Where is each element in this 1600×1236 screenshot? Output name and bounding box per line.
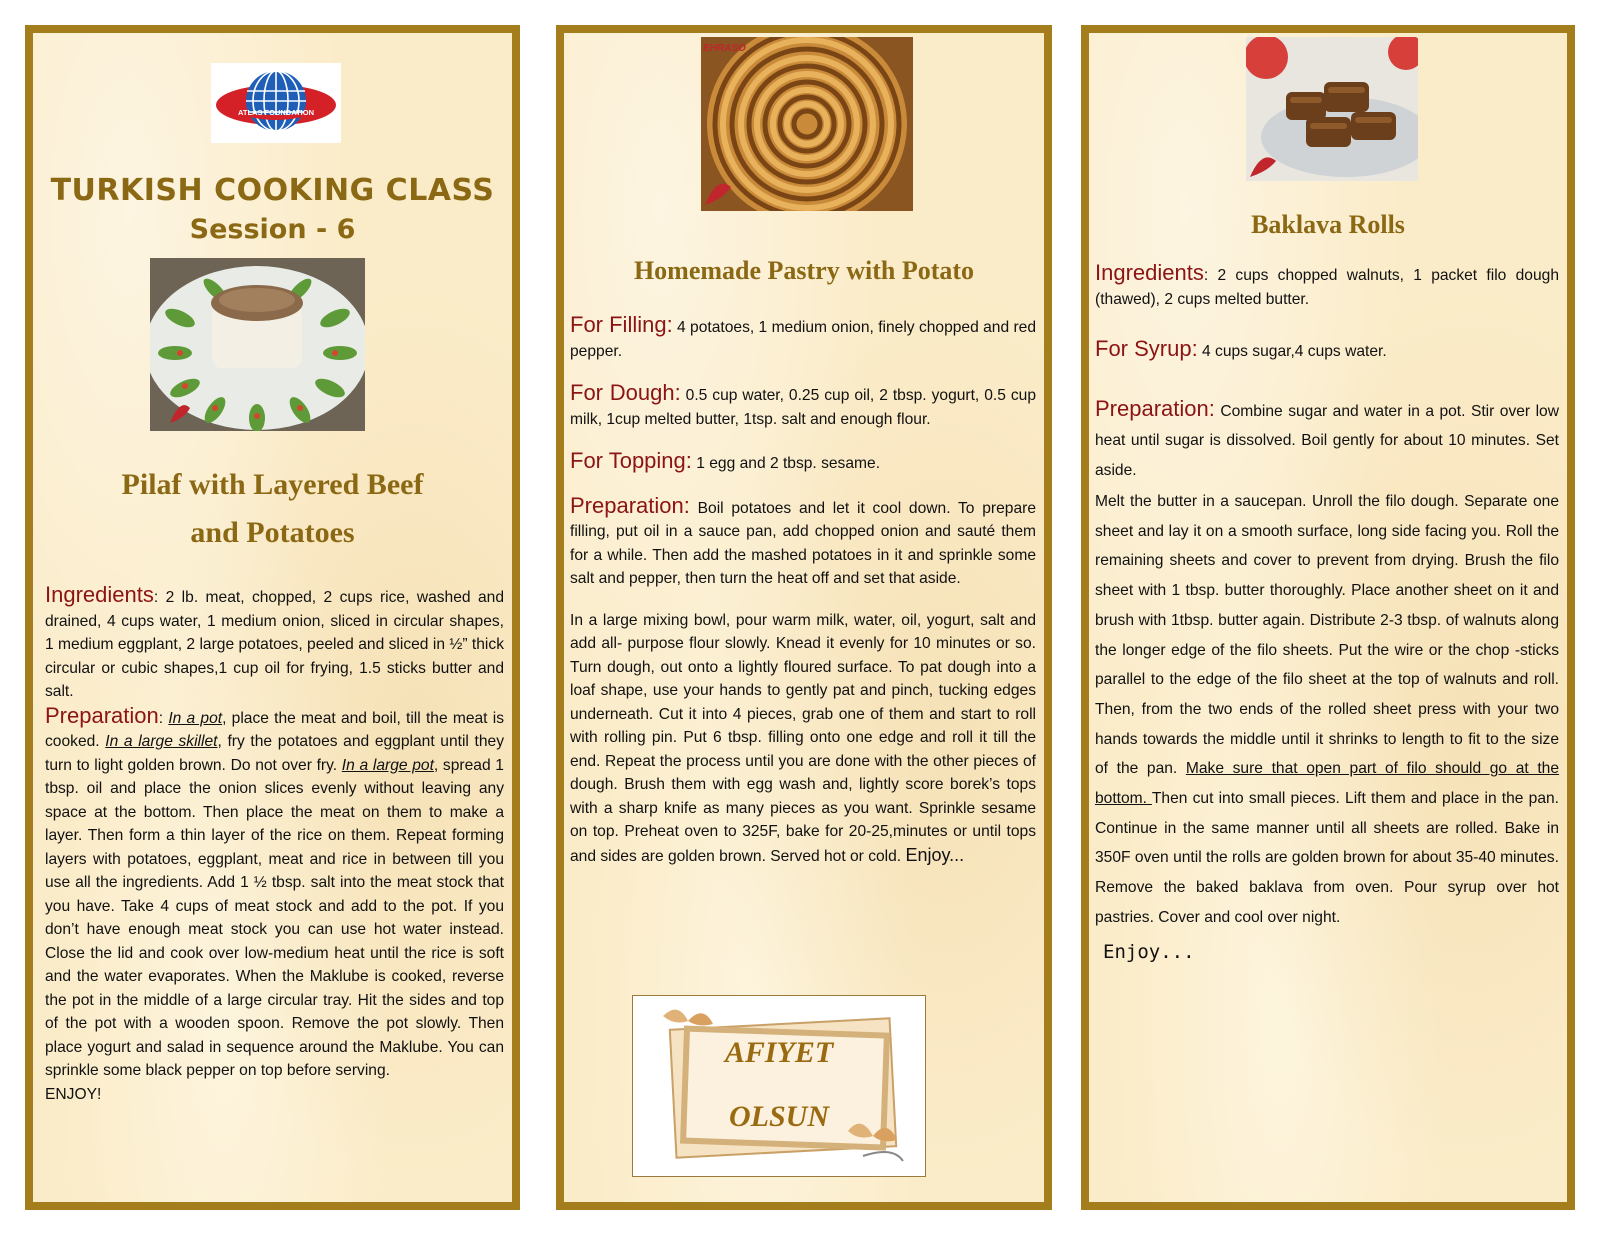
prep-text-3: , spread 1 tbsp. oil and place the onion slices evenly without leaving any space at the bottom. Then place the meat on them to make a layer. Then form a thin layer of the rice on them. Repeat forming layers with potatoes, eggplant, meat and rice in between till you use all the ingredients. Add 1 ½ tbsp. salt into the meat stock that you have. Take 4 cups of meat stock and add to the pot. If you don’t have enough meat stock you can use hot water instead. Close the lid and cook over low-medium heat until the rice is soft and the water evaporates. When the Maklube is cooked, reverse the pot in the middle of a large circular tray. Hit the sides and top of the pot with a wooden spoon. Remove the pot slowly. Then place yogurt and salad in sequence around the Maklube. You can sprinkle some black pepper on top before serving. (45, 756, 504, 1079)
baklava-preparation-2 (1095, 487, 1559, 933)
prep-text: Boil potatoes and let it cool down. To prepare filling, put oil in a sauce pan, add chopped onion and sauté them for a while. Then add the mashed potatoes in it and sprinkle some salt and pepper, then turn the heat off and set that aside. (570, 499, 1036, 587)
pastry-preparation-2 (570, 609, 1036, 869)
topping-text: 1 egg and 2 tbsp. sesame. (691, 455, 881, 472)
card-line1: AFIYET (724, 1036, 834, 1069)
pastry-topping (570, 449, 1036, 476)
preparation-label: Preparation (45, 702, 159, 728)
baklava-title: Baklava Rolls (1251, 210, 1405, 239)
pilaf-photo (150, 258, 365, 431)
ingredients-label: Ingredients (1095, 260, 1204, 285)
pastry-filling (570, 313, 1036, 363)
card-line2: OLSUN (728, 1100, 829, 1133)
baklava-recipe-text (1095, 261, 1559, 964)
prep-underline-2: In a large skillet (105, 733, 218, 750)
pilaf-title-line1: Pilaf with Layered Beef (121, 468, 424, 501)
pastry-dough (570, 381, 1036, 431)
prep2-underlined: Make sure that open part of filo should go at the bottom. (1095, 760, 1560, 808)
session-label: Session - 6 (189, 214, 356, 245)
baklava-syrup (1095, 337, 1559, 364)
prep-enjoy: Enjoy... (905, 844, 965, 865)
ingredients-text: : 2 lb. meat, chopped, 2 cups rice, washed and drained, 4 cups water, 1 medium onion, sliced in circular shapes, 1 medium eggplant, 2 large potatoes, peeled and sliced in ½” thick circular or cubic shapes,1 cup oil for frying, 1.5 sticks butter and salt. (45, 589, 504, 700)
butterfly-icon (663, 1010, 713, 1026)
baklava-enjoy: Enjoy... (1103, 940, 1195, 963)
panel-pilaf (25, 25, 520, 1210)
prep-underline-3: In a large pot (341, 756, 434, 774)
prep-text-2: In a large mixing bowl, pour warm milk, water, oil, yogurt, salt and add all- purpose flour slowly. Knead it evenly for 10 minutes or so. Turn dough, out onto a lightly floured surface. To pat dough into a loaf shape, use your hands to gently pat and pinch, tucking edges underneath. Cut it into 4 pieces, grab one of them and start to roll with rolling pin. Put 6 tbsp. filling onto one edge and roll it till the end. Repeat the process until you are done with the other pieces of dough. Brush them with egg wash and, lightly score borek’s tops with a sharp knife as many pieces as you want. Sprinkle sesame on top. Preheat oven to 325F, bake for 20-25,minutes or until tops and sides are golden brown. Served hot or cold. (570, 611, 1036, 865)
syrup-text: 4 cups sugar,4 cups water. (1197, 343, 1387, 360)
prep-text-1: , place the meat and boil, till the meat is cooked. (45, 709, 504, 750)
class-title: TURKISH COOKING CLASS (50, 173, 495, 208)
photo-watermark: EHRASO (703, 43, 746, 54)
pilaf-ingredients (45, 583, 504, 704)
ingredients-text: : 2 cups chopped walnuts, 1 packet filo dough (thawed), 2 cups melted butter. (1095, 267, 1559, 308)
baklava-preparation (1095, 394, 1559, 486)
filling-text: 4 potatoes, 1 medium onion, finely chopped and red pepper. (570, 319, 1037, 360)
topping-label: For Topping: (570, 448, 692, 473)
prep2-text-b: Then cut into small pieces. Lift them and place in the pan. Continue in the same manner until all sheets are rolled. Bake in 350F oven until the rolls are golden brown for about 35-40 minutes. Remove the baked baklava from oven. Pour syrup over hot pastries. Cover and cool over night. (1095, 790, 1559, 926)
pilaf-preparation (45, 704, 504, 1083)
pastry-title: Homemade Pastry with Potato (633, 256, 975, 285)
ingredients-label: Ingredients (45, 582, 154, 607)
baklava-ingredients (1095, 261, 1559, 311)
pastry-photo (701, 37, 913, 211)
panel-pastry (556, 25, 1052, 1210)
preparation-label: Preparation: (570, 492, 690, 518)
pilaf-recipe-text (45, 583, 504, 1106)
prep-colon: : (158, 709, 169, 727)
dough-label: For Dough: (570, 380, 681, 405)
baklava-photo (1246, 37, 1418, 181)
afiyet-olsun-card (632, 995, 926, 1177)
pilaf-title-line2: and Potatoes (190, 516, 355, 549)
panel-baklava (1081, 25, 1575, 1210)
prep-text: Combine sugar and water in a pot. Stir over low heat until sugar is dissolved. Boil gently for about 10 minutes. Set aside. (1095, 402, 1559, 479)
preparation-label: Preparation: (1095, 395, 1215, 421)
syrup-label: For Syrup: (1095, 336, 1198, 361)
pilaf-enjoy: ENJOY! (45, 1085, 102, 1103)
pastry-recipe-text (570, 313, 1036, 868)
logo-text: ATLAS FOUNDATION (238, 108, 314, 117)
atlas-foundation-logo (211, 63, 341, 143)
prep-text-2: , fry the potatoes and eggplant until they turn to light golden brown. Do not over fry. (45, 733, 505, 774)
prep-underline-1: In a pot (168, 709, 223, 727)
prep2-text-a: Melt the butter in a saucepan. Unroll the filo dough. Separate one sheet and lay it on a smooth surface, long side facing you. Roll the remaining sheets and cover to prevent from drying. Brush the filo sheet with 1 tbsp. butter thoroughly. Place another sheet on it and brush with 1tbsp. butter again. Distribute 2-3 tbsp. of walnuts along the longer edge of the filo sheets. Put the wire or the chop -sticks parallel to the edge of the filo sheet at the top of walnuts and roll. Then, from the two ends of the rolled sheet press with your two hands towards the middle until it shrinks to length to fit to the size of the pan. (1095, 493, 1559, 778)
pastry-preparation (570, 494, 1036, 591)
dough-text: 0.5 cup water, 0.25 cup oil, 2 tbsp. yogurt, 0.5 cup milk, 1cup melted butter, 1tsp. salt and enough flour. (570, 387, 1036, 428)
filling-label: For Filling: (570, 312, 673, 337)
